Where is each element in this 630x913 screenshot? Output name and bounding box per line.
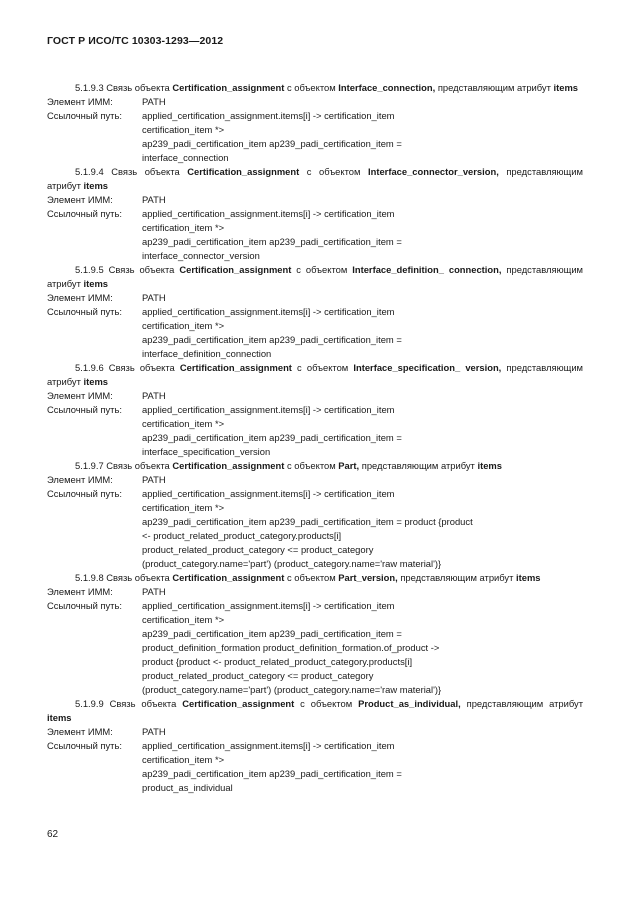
path-row bbox=[47, 739, 583, 795]
path-line: product {product <- product_related_product_category.products[i] bbox=[142, 656, 413, 667]
section-text-mid: с объектом bbox=[297, 362, 349, 373]
section-text-mid: с объектом bbox=[300, 698, 353, 709]
section-target: Part, bbox=[338, 460, 360, 471]
section-attribute: items bbox=[83, 376, 109, 387]
section-text-pre: Связь объекта bbox=[111, 166, 180, 177]
mapping-section bbox=[47, 165, 583, 263]
path-line: applied_certification_assignment.items[i] -> certification_item bbox=[142, 404, 395, 415]
section-attribute: items bbox=[553, 82, 579, 93]
path-line: certification_item *> bbox=[142, 754, 225, 765]
section-number: 5.1.9.4 bbox=[75, 166, 104, 177]
section-text-post: представляющим атрибут bbox=[47, 264, 584, 289]
section-text-pre: Связь объекта bbox=[106, 460, 170, 471]
section-entity: Certification_assignment bbox=[187, 166, 300, 177]
path-line: applied_certification_assignment.items[i] -> certification_item bbox=[142, 208, 395, 219]
path-label: Ссылочный путь: bbox=[47, 404, 122, 415]
element-value: PATH bbox=[142, 726, 166, 737]
mapping-section bbox=[47, 361, 583, 459]
section-list bbox=[47, 81, 583, 795]
mapping-section bbox=[47, 571, 583, 697]
path-line: ap239_padi_certification_item ap239_padi_certification_item = bbox=[142, 334, 402, 345]
path-line: ap239_padi_certification_item ap239_padi_certification_item = bbox=[142, 768, 402, 779]
element-label: Элемент ИММ: bbox=[47, 194, 113, 205]
section-text-post: представляющим атрибут bbox=[361, 460, 475, 471]
path-row bbox=[47, 487, 583, 571]
path-line: <- product_related_product_category.products[i] bbox=[142, 530, 342, 541]
section-text-pre: Связь объекта bbox=[106, 82, 170, 93]
element-value: PATH bbox=[142, 292, 166, 303]
path-lines bbox=[142, 599, 583, 697]
path-line: ap239_padi_certification_item ap239_padi_certification_item = product {product bbox=[142, 516, 473, 527]
path-label: Ссылочный путь: bbox=[47, 740, 122, 751]
path-line: interface_specification_version bbox=[142, 446, 271, 457]
path-line: ap239_padi_certification_item ap239_padi_certification_item = bbox=[142, 628, 402, 639]
path-row bbox=[47, 207, 583, 263]
path-line: applied_certification_assignment.items[i] -> certification_item bbox=[142, 740, 395, 751]
path-lines bbox=[142, 487, 583, 571]
section-text-mid: с объектом bbox=[306, 166, 361, 177]
section-number: 5.1.9.3 bbox=[75, 82, 104, 93]
section-entity: Certification_assignment bbox=[172, 572, 285, 583]
path-lines bbox=[142, 403, 583, 459]
path-line: certification_item *> bbox=[142, 124, 225, 135]
section-number: 5.1.9.5 bbox=[75, 264, 104, 275]
path-line: applied_certification_assignment.items[i] -> certification_item bbox=[142, 600, 395, 611]
section-text-pre: Связь объекта bbox=[106, 572, 170, 583]
path-row bbox=[47, 403, 583, 459]
path-line: ap239_padi_certification_item ap239_padi_certification_item = bbox=[142, 236, 402, 247]
page-number: 62 bbox=[47, 829, 59, 840]
section-text-mid: с объектом bbox=[286, 460, 336, 471]
element-row bbox=[47, 725, 583, 739]
section-text-mid: с объектом bbox=[286, 572, 336, 583]
section-attribute: items bbox=[516, 572, 541, 583]
element-label: Элемент ИММ: bbox=[47, 292, 113, 303]
path-line: certification_item *> bbox=[142, 418, 225, 429]
path-lines bbox=[142, 739, 583, 795]
mapping-section bbox=[47, 81, 583, 165]
path-line: product_definition_formation product_definition_formation.of_product -> bbox=[142, 642, 440, 653]
path-label: Ссылочный путь: bbox=[47, 600, 122, 611]
section-heading bbox=[47, 263, 583, 291]
section-text-pre: Связь объекта bbox=[108, 362, 175, 373]
element-label: Элемент ИММ: bbox=[47, 474, 113, 485]
element-label: Элемент ИММ: bbox=[47, 390, 113, 401]
element-row bbox=[47, 95, 583, 109]
element-value: PATH bbox=[142, 474, 166, 485]
path-line: product_related_product_category <= product_category bbox=[142, 670, 374, 681]
section-number: 5.1.9.9 bbox=[75, 698, 104, 709]
section-entity: Certification_assignment bbox=[172, 460, 285, 471]
element-value: PATH bbox=[142, 194, 166, 205]
section-number: 5.1.9.7 bbox=[75, 460, 104, 471]
mapping-section bbox=[47, 459, 583, 571]
element-row bbox=[47, 193, 583, 207]
section-attribute: items bbox=[477, 460, 502, 471]
path-line: ap239_padi_certification_item ap239_padi_certification_item = bbox=[142, 432, 402, 443]
section-heading bbox=[47, 165, 583, 193]
mapping-section bbox=[47, 263, 583, 361]
path-lines bbox=[142, 109, 583, 165]
path-line: certification_item *> bbox=[142, 222, 225, 233]
path-line: ap239_padi_certification_item ap239_padi_certification_item = bbox=[142, 138, 402, 149]
section-heading bbox=[47, 571, 583, 585]
section-target: Interface_connector_version, bbox=[368, 166, 499, 177]
element-value: PATH bbox=[142, 586, 166, 597]
element-row bbox=[47, 291, 583, 305]
path-lines bbox=[142, 207, 583, 263]
section-text-post: представляющим атрибут bbox=[437, 82, 551, 93]
path-line: certification_item *> bbox=[142, 320, 225, 331]
section-entity: Certification_assignment bbox=[182, 698, 295, 709]
path-row bbox=[47, 109, 583, 165]
document-header: ГОСТ Р ИСО/ТС 10303-1293—2012 bbox=[47, 35, 224, 47]
section-text-pre: Связь объекта bbox=[108, 264, 175, 275]
path-line: interface_connection bbox=[142, 152, 229, 163]
section-target: Product_as_individual, bbox=[358, 698, 461, 709]
path-line: interface_connector_version bbox=[142, 250, 260, 261]
path-line: (product_category.name='part') (product_category.name='raw material')} bbox=[142, 558, 442, 569]
section-text-mid: с объектом bbox=[286, 82, 336, 93]
section-text-post: представляющим атрибут bbox=[466, 698, 584, 709]
section-heading bbox=[47, 361, 583, 389]
path-line: (product_category.name='part') (product_category.name='raw material')} bbox=[142, 684, 442, 695]
path-line: interface_definition_connection bbox=[142, 348, 272, 359]
section-attribute: items bbox=[83, 180, 109, 191]
path-label: Ссылочный путь: bbox=[47, 208, 122, 219]
path-row bbox=[47, 599, 583, 697]
section-target: Interface_specification_ version, bbox=[353, 362, 502, 373]
section-heading bbox=[47, 697, 583, 725]
section-entity: Certification_assignment bbox=[179, 362, 292, 373]
path-line: certification_item *> bbox=[142, 614, 225, 625]
path-line: applied_certification_assignment.items[i] -> certification_item bbox=[142, 110, 395, 121]
element-label: Элемент ИММ: bbox=[47, 586, 113, 597]
element-row bbox=[47, 389, 583, 403]
section-target: Interface_definition_ connection, bbox=[352, 264, 502, 275]
path-line: product_as_individual bbox=[142, 782, 233, 793]
element-value: PATH bbox=[142, 390, 166, 401]
element-label: Элемент ИММ: bbox=[47, 726, 113, 737]
section-text-pre: Связь объекта bbox=[109, 698, 177, 709]
section-number: 5.1.9.6 bbox=[75, 362, 104, 373]
section-target: Part_version, bbox=[338, 572, 398, 583]
element-row bbox=[47, 585, 583, 599]
section-number: 5.1.9.8 bbox=[75, 572, 104, 583]
section-target: Interface_connection, bbox=[338, 82, 436, 93]
section-text-post: представляющим атрибут bbox=[47, 362, 584, 387]
path-label: Ссылочный путь: bbox=[47, 306, 122, 317]
path-line: applied_certification_assignment.items[i] -> certification_item bbox=[142, 488, 395, 499]
path-line: product_related_product_category <= product_category bbox=[142, 544, 374, 555]
element-value: PATH bbox=[142, 96, 166, 107]
section-text-post: представляющим атрибут bbox=[47, 166, 583, 191]
section-entity: Certification_assignment bbox=[172, 82, 285, 93]
path-row bbox=[47, 305, 583, 361]
mapping-section bbox=[47, 697, 583, 795]
element-label: Элемент ИММ: bbox=[47, 96, 113, 107]
section-heading bbox=[47, 459, 583, 473]
section-text-mid: с объектом bbox=[296, 264, 348, 275]
path-lines bbox=[142, 305, 583, 361]
path-line: applied_certification_assignment.items[i] -> certification_item bbox=[142, 306, 395, 317]
path-line: certification_item *> bbox=[142, 502, 225, 513]
section-heading bbox=[47, 81, 583, 95]
section-entity: Certification_assignment bbox=[179, 264, 292, 275]
path-label: Ссылочный путь: bbox=[47, 110, 122, 121]
section-attribute: items bbox=[47, 712, 72, 723]
section-attribute: items bbox=[83, 278, 109, 289]
section-text-post: представляющим атрибут bbox=[400, 572, 514, 583]
document-body bbox=[47, 81, 583, 795]
path-label: Ссылочный путь: bbox=[47, 488, 122, 499]
element-row bbox=[47, 473, 583, 487]
